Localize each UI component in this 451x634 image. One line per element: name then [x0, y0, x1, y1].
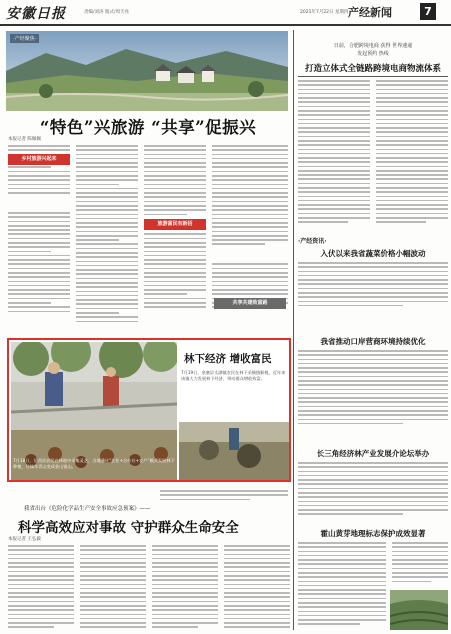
right-article-2: [298, 262, 448, 310]
main-byline: 本报记者 陈佩佩: [8, 137, 41, 142]
ganoderma-field-image: [11, 430, 177, 480]
banner-photo: [6, 31, 288, 111]
bottom-byline: 本报记者 王弘毅: [8, 537, 41, 542]
headline-rule-1: [298, 76, 448, 77]
masthead: [0, 0, 451, 26]
section-title: 产经新闻: [348, 6, 392, 19]
right-headline-2: 入伏以来我省蔬菜价格小幅波动: [320, 249, 426, 258]
feature-title: 林下经济 增收富民: [184, 353, 272, 365]
right-kicker-2: 发起预约 热线: [357, 51, 389, 57]
subhead-3: 共享共建致富路: [214, 298, 286, 309]
right-column-divider: [293, 30, 294, 630]
newspaper-logo: 安徽日报: [6, 6, 66, 22]
right-article-5b: [392, 542, 448, 586]
bottom-kicker: 我省出台《危险化学品生产安全事故应急预案》——: [24, 506, 151, 512]
forest-orchard-image: [11, 342, 177, 430]
right-article-1b: [376, 80, 448, 230]
subhead-2: 旅游富民有新招: [144, 219, 206, 230]
article-column-2: [76, 145, 138, 335]
page-number: 7: [420, 3, 436, 20]
bottom-column-1: [8, 545, 74, 631]
bottom-column-2: [80, 545, 146, 631]
right-headline-4: 长三角经济林产业发展介论坛举办: [316, 449, 430, 458]
issue-date: 2021年7月22日 星期四: [300, 10, 349, 15]
right-headline-5: 霍山黄芽地理标志保护成效显著: [320, 529, 426, 538]
right-article-3: [298, 350, 448, 430]
right-kicker-1: 日前，合肥跨境电商 获得 世界速递: [333, 43, 413, 49]
tea-field-image: [390, 590, 448, 630]
right-article-1a: [298, 80, 370, 230]
article-column-lower: [160, 490, 288, 506]
feature-caption-right: 7月19日，金寨县太湖镇农民在林下采摘猕猴桃，近年来该镇大力发展林下经济，带动群众增收致富。: [181, 370, 286, 381]
featured-photo-box: [7, 338, 291, 482]
article-column-1: [8, 145, 70, 335]
right-headline-3: 我省推动口岸营商环境持续优化: [320, 337, 426, 346]
right-headline-1: 打造立体式全链路跨境电商物流体系: [304, 64, 441, 74]
article-column-3: [144, 145, 206, 335]
village-landscape-image: [6, 31, 288, 111]
bottom-headline: 科学高效应对事故 守护群众生命安全: [18, 520, 239, 536]
bottom-column-3: [152, 545, 218, 631]
banner-tag: ·产经聚焦·: [10, 34, 39, 43]
subhead-1: 乡村旅游兴起来: [8, 154, 70, 165]
mushroom-harvest-image: [179, 422, 289, 480]
news-brief-label: ·产经资讯·: [298, 238, 327, 245]
feature-caption-left: 7月18日，岳西县农民在林地中采集灵芝，当地通过“企业+合作社+农户”模式发展林下种植，让绿水青山变成金山银山。: [13, 458, 175, 469]
right-article-5: [298, 542, 386, 632]
editor-info: 责编/刘涛 版式/周天亮: [84, 10, 129, 15]
main-headline: “特色”兴旅游 “共享”促振兴: [39, 118, 257, 137]
bottom-column-4: [224, 545, 290, 631]
right-article-4: [298, 462, 448, 520]
